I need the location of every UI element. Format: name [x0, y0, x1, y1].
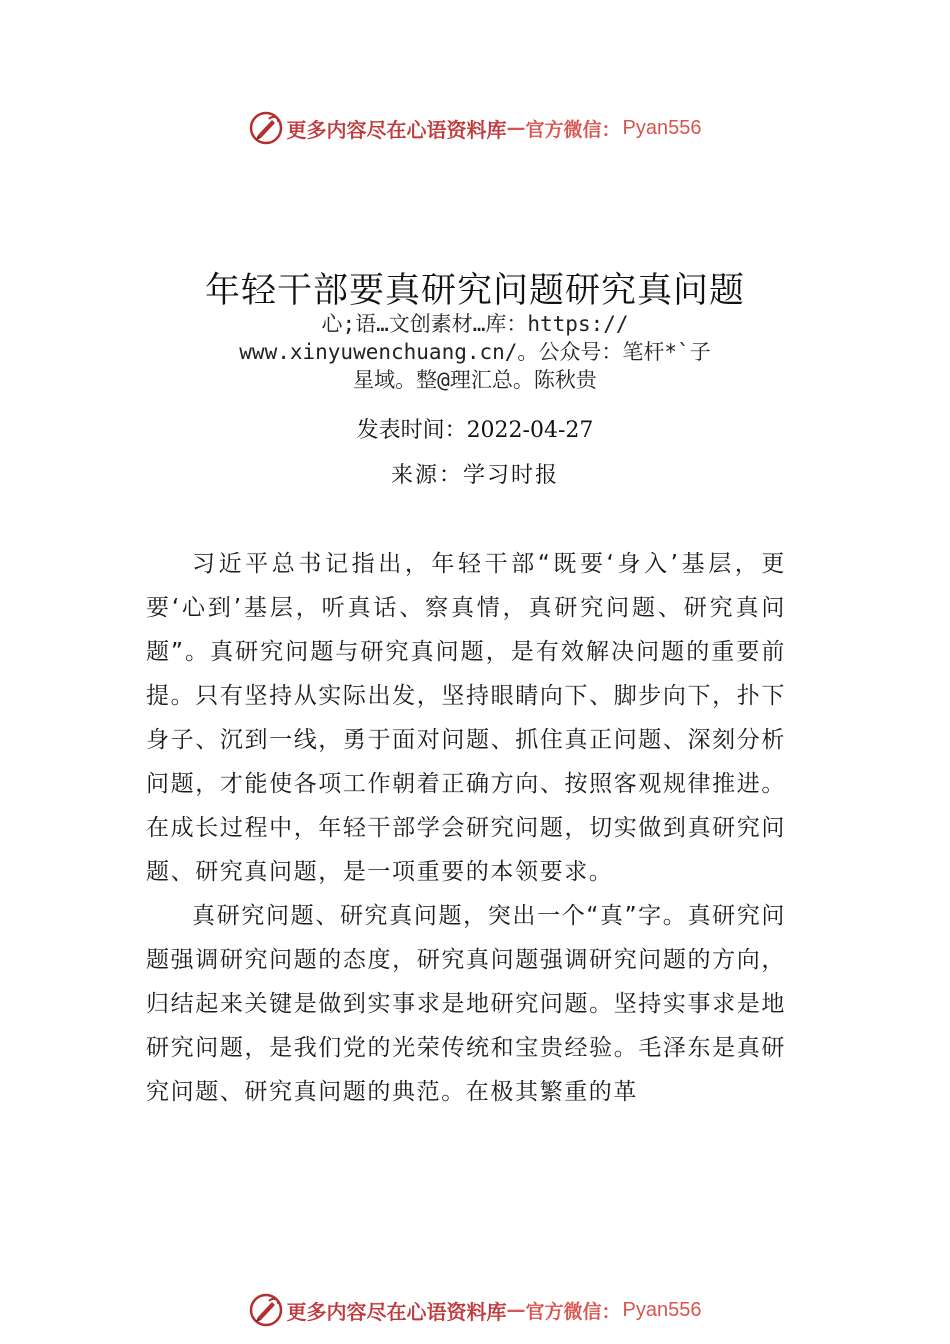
- article-paragraph: 真研究问题、研究真问题，突出一个“真”字。真研究问题强调研究问题的态度，研究真问题强调研究问题的方向，归结起来关键是做到实事求是地研究问题。坚持实事求是地研究问题，是我们党的光荣传统和宝贵经验。毛泽东是真研究问题、研究真问题的典范。在极其繁重的革: [146, 903, 786, 1105]
- footer-banner: [0, 1290, 950, 1330]
- banner-wechat-id: Pyan556: [622, 1298, 702, 1321]
- banner-wechat-label: 官方微信：: [525, 118, 621, 141]
- watermark-block: [200, 310, 750, 394]
- banner-wechat-label: 官方微信：: [525, 1300, 621, 1323]
- article-body: [146, 542, 786, 1114]
- banner-brand-text: 更多内容尽在心语资料库: [286, 1299, 507, 1324]
- banner-separator: —: [506, 1299, 526, 1321]
- article-paragraph: 习近平总书记指出，年轻干部“既要‘身入’基层，更要‘心到’基层，听真话、察真情，真研究问题、研究真问题”。真研究问题与研究真问题，是有效解决问题的重要前提。只有坚持从实际出发，坚持眼睛向下、脚步向下，扑下身子、沉到一线，勇于面对问题、抓住真正问题、深刻分析问题，才能使各项工作朝着正确方向、按照客观规律推进。在成长过程中，年轻干部学会研究问题，切实做到真研究问题、研究真问题，是一项重要的本领要求。: [146, 551, 786, 885]
- pen-logo-icon: [249, 1293, 283, 1327]
- pen-logo-icon: [249, 111, 283, 145]
- watermark-line: 心;语…文创素材…库：https://: [321, 312, 629, 336]
- banner-separator: —: [506, 117, 526, 139]
- article-source: 来源：学习时报: [390, 463, 559, 488]
- watermark-line: www.xinyuwenchuang.cn/。公众号：笔杆*`子: [239, 340, 711, 364]
- header-banner: [0, 108, 950, 148]
- banner-wechat-id: Pyan556: [622, 116, 702, 139]
- publish-time: 发表时间：2022-04-27: [356, 418, 594, 443]
- banner-brand-text: 更多内容尽在心语资料库: [286, 117, 507, 142]
- article-title: 年轻干部要真研究问题研究真问题: [204, 271, 745, 312]
- watermark-line: 星域。整@理汇总。陈秋贵: [353, 368, 597, 392]
